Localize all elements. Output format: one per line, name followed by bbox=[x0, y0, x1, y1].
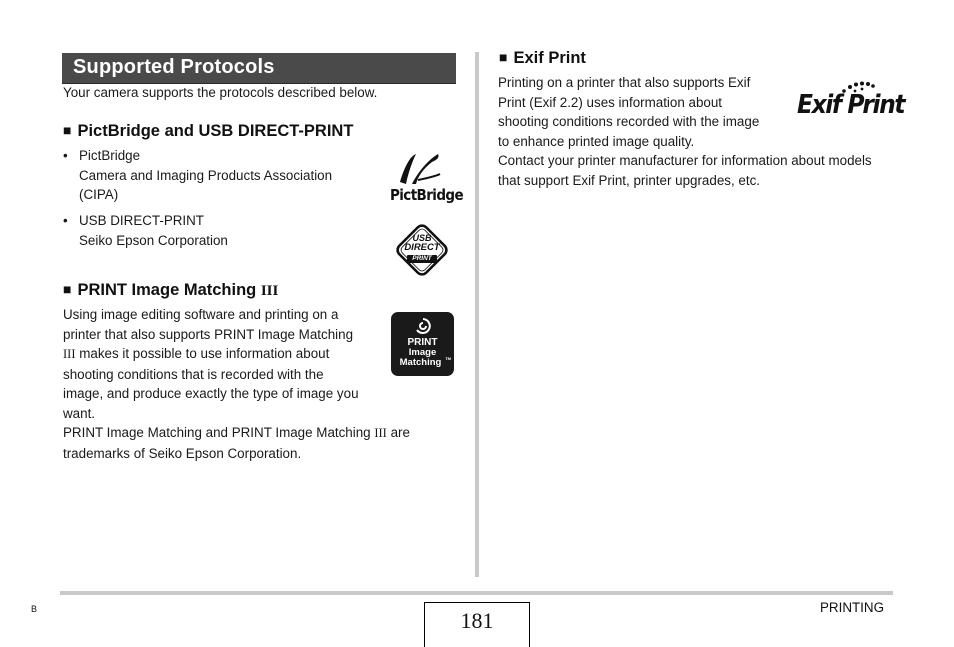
usb-direct-print-logo bbox=[390, 218, 454, 282]
pictbridge-heading: ■ PictBridge and USB DIRECT-PRINT bbox=[63, 122, 354, 140]
footer-rule bbox=[60, 591, 893, 595]
footer-mark: B bbox=[31, 604, 38, 614]
pim-heading: ■ PRINT Image Matching III bbox=[63, 281, 279, 299]
section-title: Supported Protocols bbox=[73, 56, 275, 78]
exif-print-logo bbox=[796, 80, 905, 124]
page-number: 181 bbox=[460, 608, 494, 633]
square-bullet-icon: ■ bbox=[499, 49, 508, 65]
column-divider bbox=[475, 52, 479, 577]
pictbridge-logo bbox=[388, 150, 463, 206]
exif-print-logo-text: Exif Print bbox=[797, 90, 905, 120]
square-bullet-icon: ■ bbox=[63, 281, 72, 297]
bullet-dot-icon: • bbox=[63, 213, 68, 228]
pim-swirl-icon bbox=[413, 316, 433, 336]
bullet-dot-icon: • bbox=[63, 148, 68, 163]
square-bullet-icon: ■ bbox=[63, 122, 72, 138]
footer-section-label: PRINTING bbox=[820, 600, 884, 615]
pim-logo-matching: Matching bbox=[399, 357, 442, 368]
pictbridge-logo-text: PictBridge bbox=[390, 186, 463, 204]
usb-direct-print-bullet: USB DIRECT-PRINT Seiko Epson Corporation bbox=[79, 213, 228, 248]
exif-paragraph: Printing on a printer that also supports Exif Print (Exif 2.2) uses information about shooting conditions recorded with the image to enhance printed image quality. Contact your printer manufacturer for information about models that support Exif Print, printer upgrades, etc. bbox=[498, 75, 872, 188]
print-logo-line: PRINT bbox=[407, 255, 437, 263]
pim-logo-image: Image bbox=[408, 347, 437, 358]
pim-paragraph: Using image editing software and printing on a printer that also supports PRINT Image Matching III makes it possible to use information about shooting conditions that is recorded with the image, and produce exactly the type of image you want. PRINT Image Matching and PRINT Image Matching III are trademarks of Seiko Epson Corporation. bbox=[63, 307, 410, 461]
exif-heading: ■ Exif Print bbox=[499, 49, 586, 67]
pim-logo bbox=[391, 312, 454, 376]
intro-text: Your camera supports the protocols described below. bbox=[63, 85, 378, 100]
usb-logo-line: USB bbox=[412, 233, 432, 243]
pim-logo-print: PRINT bbox=[407, 337, 438, 348]
pim-logo-tm: TM bbox=[445, 356, 451, 361]
pictbridge-bullet: PictBridge Camera and Imaging Products Association (CIPA) bbox=[79, 148, 333, 202]
page-number-box bbox=[424, 602, 530, 647]
direct-logo-line: DIRECT bbox=[404, 242, 440, 253]
section-title-banner bbox=[62, 53, 456, 84]
